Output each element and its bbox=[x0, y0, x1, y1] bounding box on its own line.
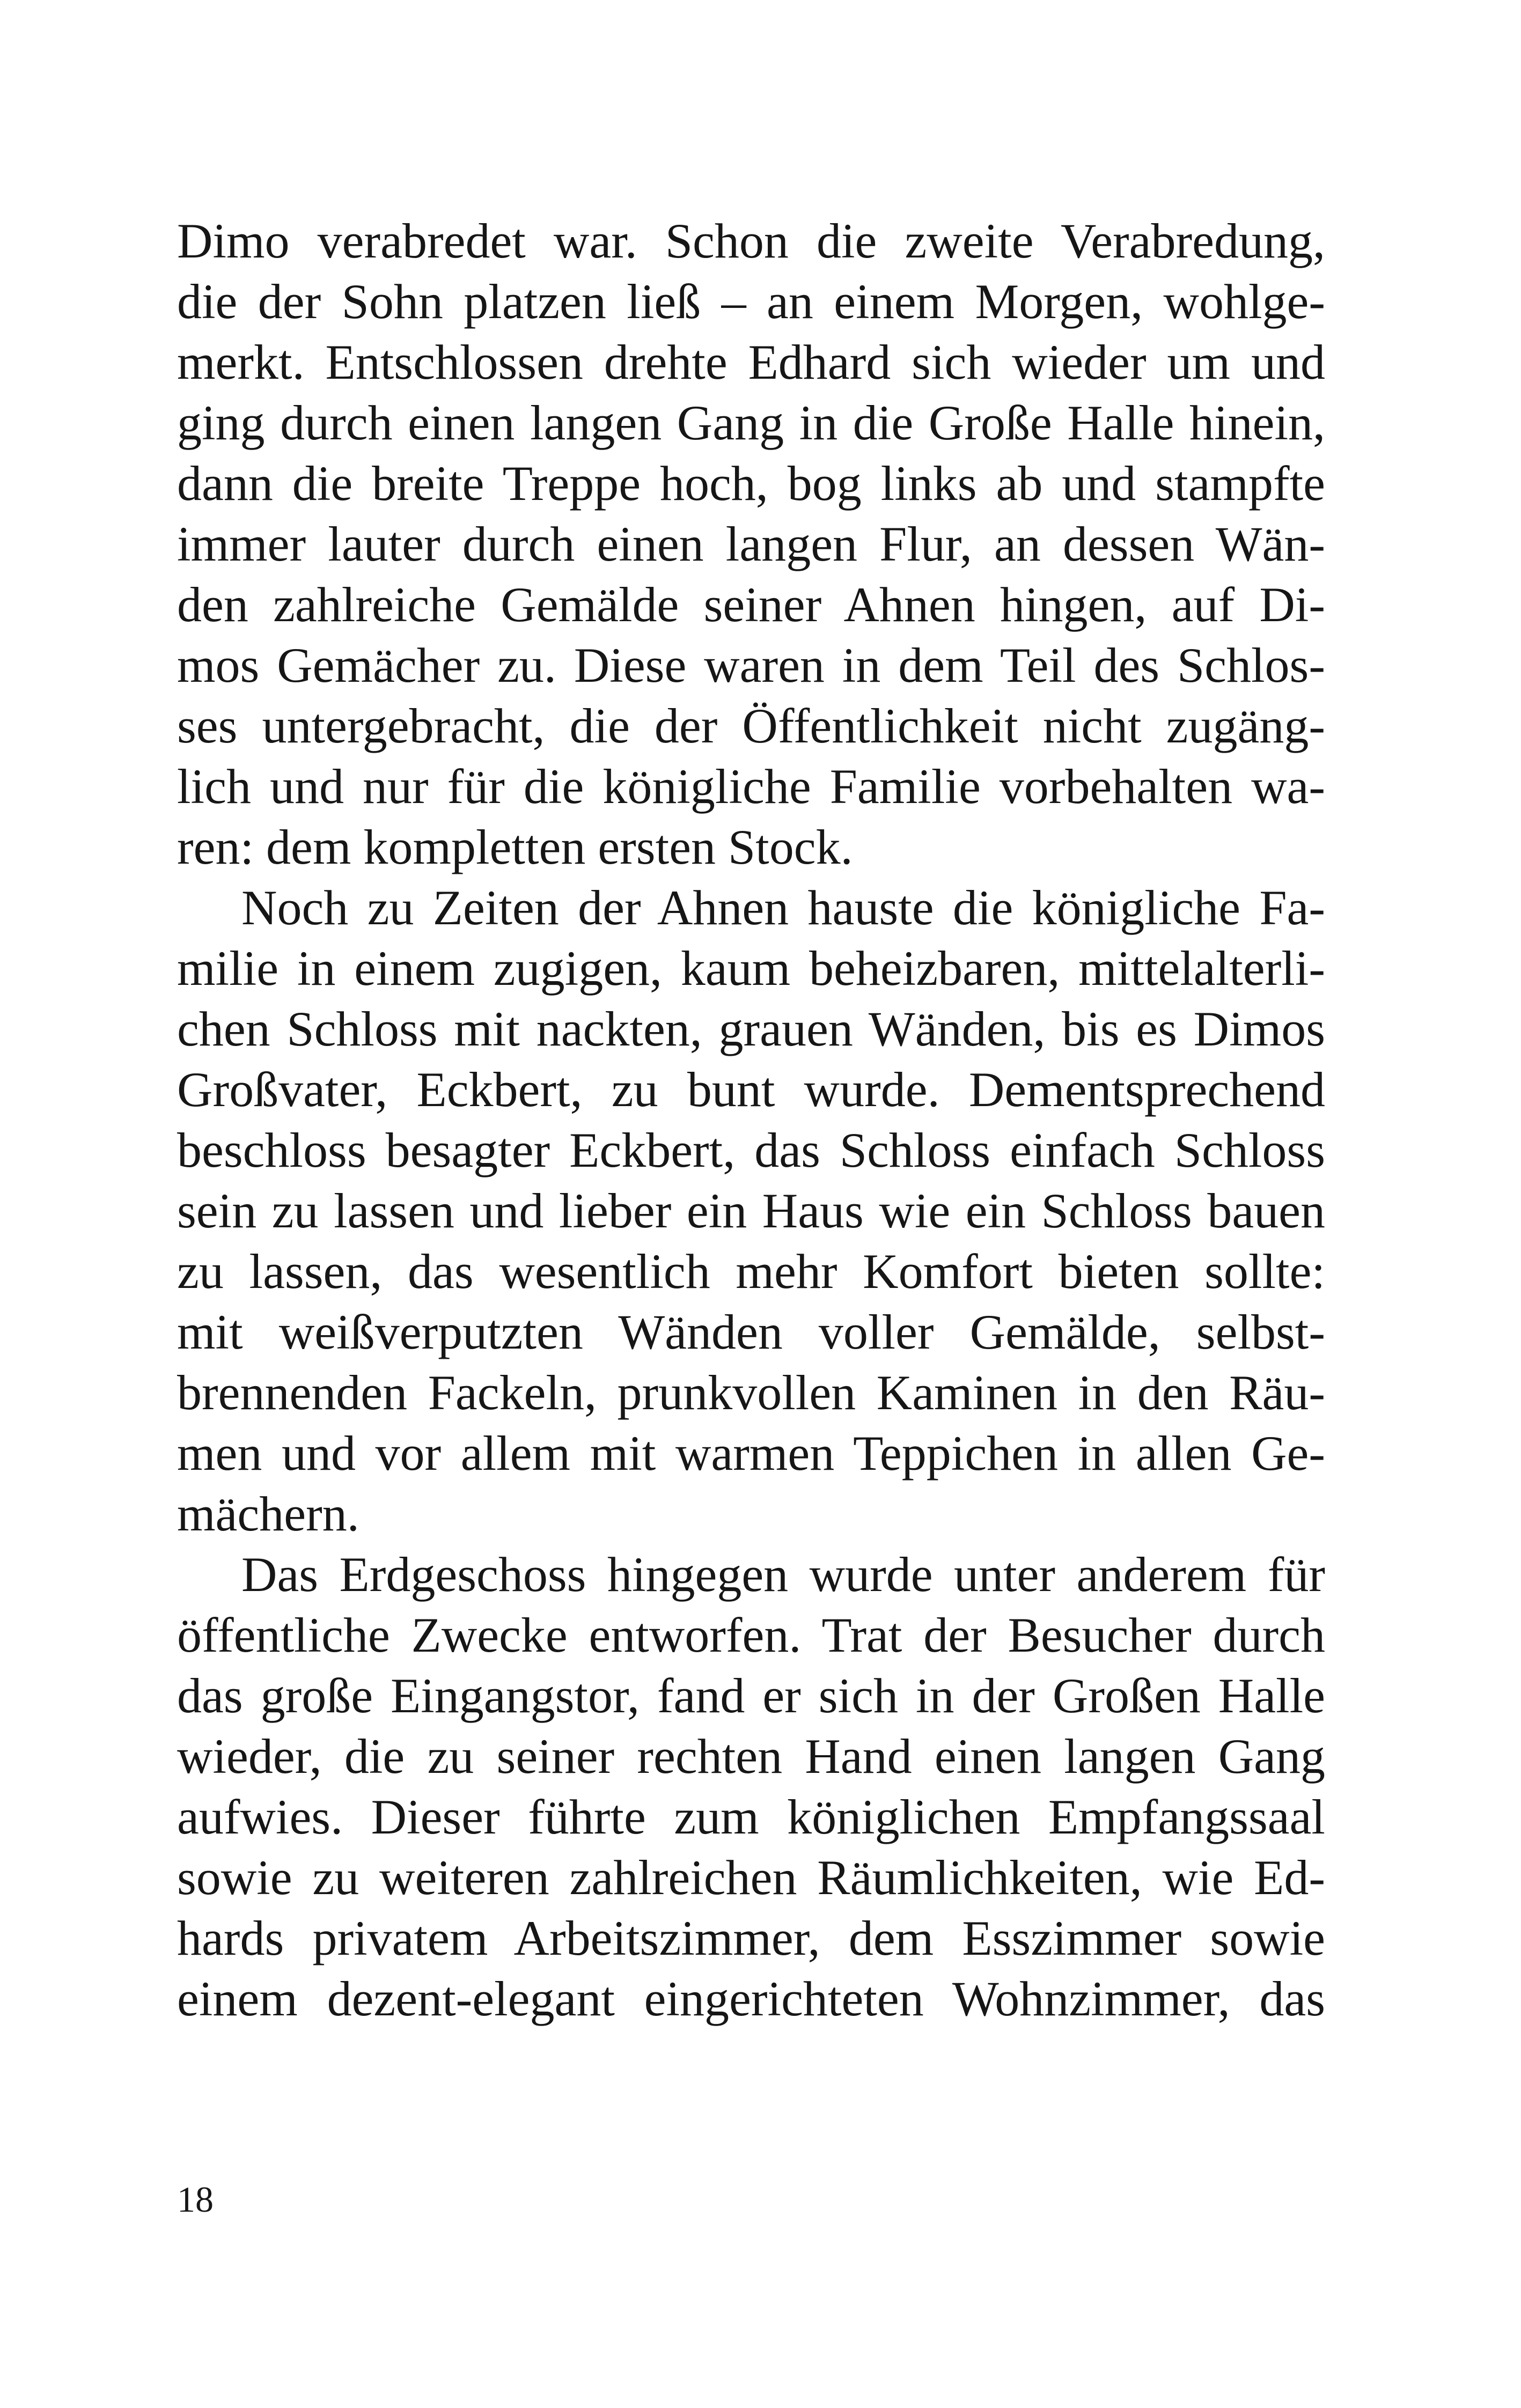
text-line: mächern. bbox=[177, 1486, 359, 1541]
text-line: mos Gemächer zu. Diese waren in dem Teil des Schlos- bbox=[177, 638, 1325, 693]
text-line: milie in einem zugigen, kaum beheizbaren, mittelalterli- bbox=[177, 941, 1325, 996]
text-line: hards privatem Arbeitszimmer, dem Esszimmer sowie bbox=[177, 1911, 1325, 1965]
text-line: ren: dem kompletten ersten Stock. bbox=[177, 820, 853, 874]
text-line: Dimo verabredet war. Schon die zweite Verabredung, bbox=[177, 213, 1325, 268]
body-text bbox=[177, 211, 1325, 2029]
text-line: lich und nur für die königliche Familie vorbehalten wa- bbox=[177, 759, 1325, 814]
text-line: men und vor allem mit warmen Teppichen in allen Ge- bbox=[177, 1426, 1325, 1481]
text-line: den zahlreiche Gemälde seiner Ahnen hingen, auf Di- bbox=[177, 577, 1325, 632]
text-line: sein zu lassen und lieber ein Haus wie ein Schloss bauen bbox=[177, 1183, 1325, 1238]
text-line: beschloss besagter Eckbert, das Schloss einfach Schloss bbox=[177, 1123, 1325, 1177]
text-line: wieder, die zu seiner rechten Hand einen langen Gang bbox=[177, 1729, 1325, 1784]
text-line: Großvater, Eckbert, zu bunt wurde. Dementsprechend bbox=[177, 1062, 1325, 1117]
page-number: 18 bbox=[177, 2179, 214, 2220]
text-line: ses untergebracht, die der Öffentlichkeit nicht zugäng- bbox=[177, 698, 1325, 753]
text-line: chen Schloss mit nackten, grauen Wänden, bis es Dimos bbox=[177, 1002, 1325, 1056]
text-line: einem dezent-elegant eingerichteten Wohnzimmer, das bbox=[177, 1971, 1325, 2026]
text-line: sowie zu weiteren zahlreichen Räumlichkeiten, wie Ed- bbox=[177, 1850, 1325, 1905]
text-line: immer lauter durch einen langen Flur, an dessen Wän- bbox=[177, 517, 1325, 571]
text-line: zu lassen, das wesentlich mehr Komfort bieten sollte: bbox=[177, 1244, 1325, 1299]
text-line: mit weißverputzten Wänden voller Gemälde, selbst- bbox=[177, 1305, 1325, 1359]
text-line: Noch zu Zeiten der Ahnen hauste die königliche Fa- bbox=[241, 880, 1325, 935]
text-line: dann die breite Treppe hoch, bog links ab und stampfte bbox=[177, 456, 1325, 511]
text-line: ging durch einen langen Gang in die Große Halle hinein, bbox=[177, 395, 1325, 450]
text-line: die der Sohn platzen ließ – an einem Morgen, wohlge- bbox=[177, 274, 1325, 329]
text-line: merkt. Entschlossen drehte Edhard sich wieder um und bbox=[177, 335, 1325, 389]
text-line: aufwies. Dieser führte zum königlichen Empfangssaal bbox=[177, 1790, 1325, 1844]
text-line: brennenden Fackeln, prunkvollen Kaminen in den Räu- bbox=[177, 1365, 1325, 1420]
text-line: Das Erdgeschoss hingegen wurde unter anderem für bbox=[241, 1547, 1325, 1602]
text-line: öffentliche Zwecke entworfen. Trat der Besucher durch bbox=[177, 1608, 1325, 1662]
text-line: das große Eingangstor, fand er sich in der Großen Halle bbox=[177, 1668, 1325, 1723]
